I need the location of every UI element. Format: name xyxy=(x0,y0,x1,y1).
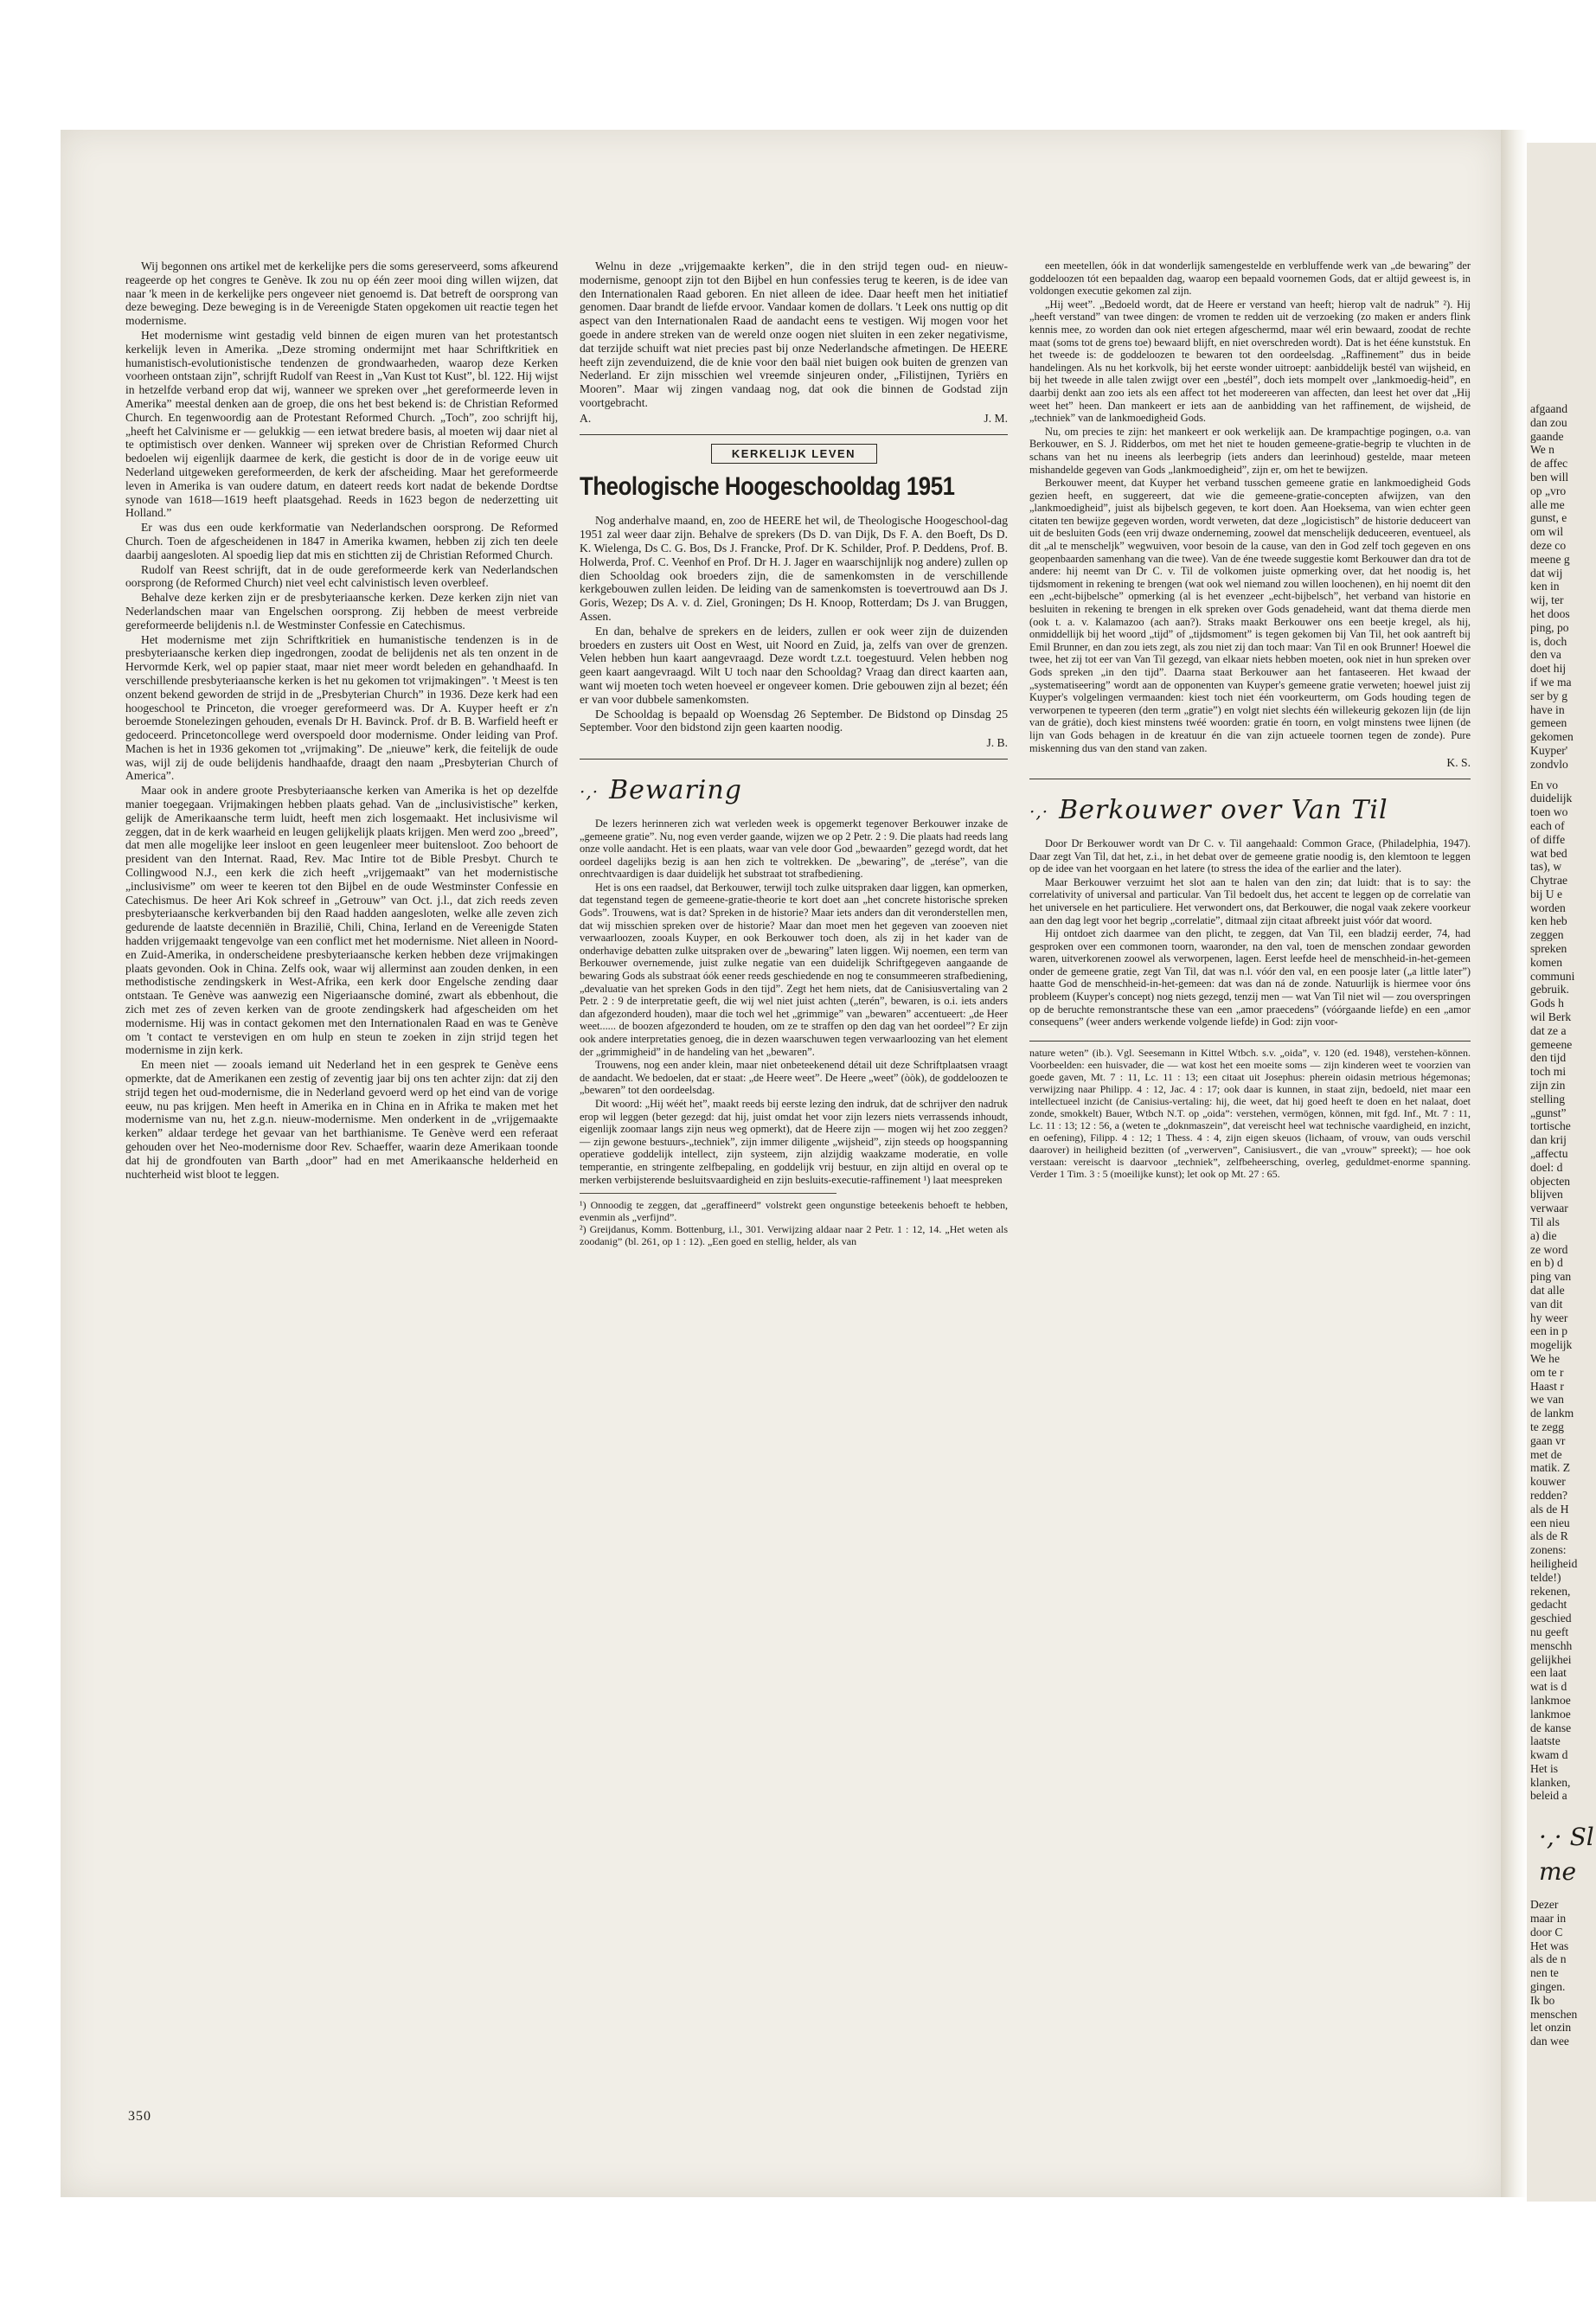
page-number: 350 xyxy=(128,2109,151,2124)
text-fragment: kouwer xyxy=(1530,1475,1566,1489)
footnote-2: ²) Greijdanus, Komm. Bottenburg, i.l., 301. Verwijzing aldaar naar 2 Petr. 1 : 12, 14. „Het weten als zoodanig” (bl. 261, op 1 : 12). „Een goed en stellig, helder, als van xyxy=(580,1223,1008,1248)
text-fragment: menschen xyxy=(1530,2007,1578,2021)
text-fragment: matik. Z xyxy=(1530,1461,1571,1475)
text-fragment: dat alle xyxy=(1530,1284,1565,1297)
text-fragment: wat bed xyxy=(1530,846,1567,860)
signature-line xyxy=(580,736,1008,750)
text-fragment: ze word xyxy=(1530,1242,1568,1256)
berkouwer-title: ·,· Berkouwer over Van Til xyxy=(1029,794,1388,825)
text-fragment: dat wij xyxy=(1530,566,1563,580)
text-fragment: ping van xyxy=(1530,1270,1572,1284)
article-body-bewaring xyxy=(580,817,1008,1186)
paragraph: Maar Berkouwer verzuimt het slot aan te halen van den zin; dat luidt: that is to say: the correlativity of universal and particular. Van Til bedoelt dus, het accent te leggen op de correlatie van het universele en het particuliere. Het verwondert ons, dat Berkouwer, die nogal vaak zekere voorkeur aan den dag legt voor het begrip „correlatie”, ditmaal zijn citaat afbreekt juist vóór dat woord. xyxy=(1029,875,1471,926)
text-fragment: menschh xyxy=(1530,1638,1573,1652)
paragraph: Wij begonnen ons artikel met de kerkelijke pers die soms gereserveerd, soms afkeurend reageerde op het congres te Genève. Ik zou nu op één zeer mooi ding willen wijzen, dat naar 'k meen in de kerkelijke pers ongeveer niet genoemd is. Dat betreft de oorsprong van deze beweging. Deze beweging is in de Vereenigde Staten opgekomen uit reactie tegen het modernisme. xyxy=(125,260,558,328)
text-fragment: redden? xyxy=(1530,1488,1568,1502)
text-fragment: als de H xyxy=(1530,1502,1569,1516)
text-fragment: een laat xyxy=(1530,1666,1567,1680)
paragraph: Hij ontdoet zich daarmee van den plicht, te zeggen, dat Van Til, een bladzij eerder, 74, had gesproken over een commonen toorn, waaronder, na den val, toen de menschen zondaar geworden waren, uitverkorenen zoowel als verworpenen, lagen. Eerst leefde heel de menschheid-in-het-gemeen onder de gemeene gratie, zegt Van Til, dat was n.l. vóór den val, en een poosje later („a little later”) haatte God de menschheid-in-het-gemeen: dat was dan ná de zonde. Natuurlijk is hiermee voor óns probleem (Kuyper's concept) nog niets gezegd, tenzij men — wat Van Til niet wil — zou overspringen op de beruchte remonstrantsche these van een „amor praecedens” (vóórgaande liefde) en een „amor consequens” (weer anders werkende volgende liefde) in God: zijn voor- xyxy=(1029,927,1471,1029)
text-fragment: Kuyper' xyxy=(1530,743,1568,757)
text-fragment: mogelijk xyxy=(1530,1338,1573,1352)
text-fragment: wat is d xyxy=(1530,1680,1567,1694)
text-fragment: if we ma xyxy=(1530,675,1572,689)
text-fragment: een in p xyxy=(1530,1324,1568,1338)
text-fragment: alle me xyxy=(1530,497,1565,511)
text-fragment: de lankm xyxy=(1530,1407,1574,1420)
signature-right: J. B. xyxy=(986,736,1008,750)
text-fragment: Chytrae xyxy=(1530,874,1568,888)
paragraph: En dan, behalve de sprekers en de leiders, zullen er ook weer zijn de duizenden broeders en zusters uit Oost en West, uit Noord en Zuid, ja, zelfs van over de grenzen. Velen hebben hun kaart aangevraagd. Deze wordt t.z.t. toegestuurd. Velen hebben nog geen kaart aangevraagd. Wilt U toch naar den Schooldag? Vraag dan direct kaarten aan, want wij moeten toch weten hoeveel er ongeveer komen. Drie gebouwen zijn al bezet; één er van voor dubbele samenkomsten. xyxy=(580,624,1008,706)
text-fragment: Dezer xyxy=(1530,1898,1559,1912)
text-fragment: door C xyxy=(1530,1925,1563,1939)
footnote-rule xyxy=(580,1193,836,1199)
adjacent-lines-top xyxy=(1530,402,1596,772)
column-2 xyxy=(580,260,1008,1247)
paragraph: De Schooldag is bepaald op Woensdag 26 September. De Bidstond op Dinsdag 25 September. Voor den bidstond zijn geen kaarten noodig. xyxy=(580,707,1008,734)
text-fragment: rekenen, xyxy=(1530,1584,1571,1598)
text-fragment: zeggen xyxy=(1530,928,1564,942)
signature-right: J. M. xyxy=(984,411,1008,425)
text-fragment: dat ze a xyxy=(1530,1023,1567,1037)
section-divider xyxy=(1029,1041,1471,1042)
column-1 xyxy=(125,260,558,1181)
text-fragment: als de n xyxy=(1530,1952,1567,1966)
text-fragment: a) die xyxy=(1530,1228,1557,1242)
text-fragment: heiligheid xyxy=(1530,1556,1578,1570)
text-fragment: ser by g xyxy=(1530,689,1568,702)
text-fragment: Gods h xyxy=(1530,997,1564,1010)
text-fragment: deze co xyxy=(1530,538,1567,552)
article-bewaring-continuation xyxy=(1029,260,1471,754)
adjacent-lines-mid xyxy=(1530,779,1596,1804)
article-headline: Theologische Hoogeschooldag 1951 xyxy=(580,472,955,502)
paragraph: Trouwens, nog een ander klein, maar niet onbeteekenend détail uit deze Schriftplaatsen vraagt de aandacht. We bedoelen, dat er staat: „de Heere weet”. De Heere „weet” (òòk), de goddeloozen te „bewaren” tot den oordeelsdag. xyxy=(580,1059,1008,1097)
text-fragment: blijven xyxy=(1530,1188,1563,1202)
page-gutter xyxy=(1501,130,1527,2197)
adjacent-page-strip xyxy=(1527,143,1596,2202)
article-body-berkouwer xyxy=(1029,837,1471,1029)
signature-left: A. xyxy=(580,411,592,425)
text-fragment: van dit xyxy=(1530,1297,1563,1311)
text-fragment: Ik bo xyxy=(1530,1993,1555,2007)
text-fragment: op „vro xyxy=(1530,484,1567,497)
section-label: KERKELIJK LEVEN xyxy=(711,444,877,465)
text-fragment: een nieu xyxy=(1530,1516,1570,1529)
text-fragment: toch mi xyxy=(1530,1065,1567,1079)
text-fragment: om te r xyxy=(1530,1365,1564,1379)
text-fragment: gelijkhei xyxy=(1530,1652,1572,1666)
text-fragment: lankmoe xyxy=(1530,1707,1571,1721)
paragraph: Behalve deze kerken zijn er de presbyteriaansche kerken. Deze kerken zijn niet van Nederlandschen maar van Engelschen oorsprong. Zij hebben de meest verbreide gereformeerde belijdenis n.l. de Westminster Confessie en Catechismus. xyxy=(125,591,558,631)
text-fragment: Het is xyxy=(1530,1761,1559,1775)
text-fragment: gedacht xyxy=(1530,1598,1567,1612)
text-fragment: En vo xyxy=(1530,778,1559,792)
paragraph: Rudolf van Reest schrijft, dat in de oude gereformeerde kerk van Nederlandschen oorsprong (de Reformed Church) niet veel echt calvinistisch leven overbleef. xyxy=(125,562,558,590)
text-fragment: communi xyxy=(1530,969,1575,983)
text-fragment: toen wo xyxy=(1530,805,1568,819)
text-fragment: om wil xyxy=(1530,525,1564,539)
text-fragment: gemeen xyxy=(1530,716,1567,730)
text-fragment: Het was xyxy=(1530,1939,1569,1952)
text-fragment: ping, po xyxy=(1530,620,1569,634)
text-fragment: den tijd xyxy=(1530,1051,1567,1065)
paragraph: Maar ook in andere groote Presbyteriaansche kerken van Amerika is het op dezelfde manier toegegaan. Vrijmakingen hebben plaats gehad. Van de „inclusivistische” kerken, gelijk de Amerikaansche term luidt, heeft men zich losgemaakt. Het inclusivisme wil zeggen, dat in de kerk waarheid en leugen gelijkelijk plaats krijgen. Men werd zoo „breed”, dat men alle mogelijke leer insloot en geen leugenleer meer buitensloot. Zoo behoort de president van den Internat. Raad, Rev. Mac Intire tot de Bible Presbyt. Church te Collingwood N.J., een kerk die zich heeft „vrijgemaakt” van het modernistische „inclusivisme” om weer te keeren tot den Bijbel en de oude Westminster Confessie en Catechismus. De heer Ari Kok schreef in „Getrouw” van Oct. j.l., dat zich reeds zeven presbyteriaansche kerkverbanden bij den Raad hadden aangesloten, welke alle zeven zich gedurende de laatste decenniën in Brazilië, Chili, China, Ierland en de Vereenigde Staten hadden vrijgemaakt tengevolge van een conflict met het modernisme. Niet alleen in Noord- en Zuid-Amerika, in onderscheidene presbyteriaansche kerken hebben deze vrijmakingen plaats gevonden. Ook in China. Zelfs ook, waar wij allerminst aan zouden denken, in een methodistische zendingskerk in West-Afrika, een kerk door Engelsche zending daar ontstaan. Te Genève was aanwezig een Nigeriaansche dominé, zwart als ebbenhout, die zich met zes of zeven kerken van de groote zendingskerk had afgescheiden om het modernisme. Hij was in contact gekomen met den Internationalen Raad en was te Genève om 't contact te verstevigen en om hulp en steun te zoeken in zijn strijd tegen het modernisme in zijn kerk. xyxy=(125,784,558,1057)
text-fragment: duidelijk xyxy=(1530,792,1573,805)
paragraph: Er was dus een oude kerkformatie van Nederlandschen oorsprong. De Reformed Church. Toen de afgescheidenen in 1847 in Amerika kwamen, hebben zij zich ten deele daarbij aangesloten. Al spoedig liep dat mis en stichtten zij de Christian Reformed Church. xyxy=(125,521,558,561)
text-fragment: het doos xyxy=(1530,606,1570,620)
text-fragment: met de xyxy=(1530,1447,1562,1461)
text-fragment: wil Berk xyxy=(1530,1010,1572,1024)
text-fragment: gekomen xyxy=(1530,730,1574,744)
text-fragment: objecten xyxy=(1530,1174,1571,1188)
text-fragment: bij U e xyxy=(1530,887,1562,901)
text-fragment: dan wee xyxy=(1530,2035,1569,2048)
bewaring-title: ·,· Bewaring xyxy=(580,774,742,805)
text-fragment: verwaar xyxy=(1530,1202,1568,1215)
text-fragment: Haast r xyxy=(1530,1379,1564,1393)
text-fragment: ben will xyxy=(1530,470,1569,484)
text-fragment: tortische xyxy=(1530,1119,1571,1133)
text-fragment: dan krij xyxy=(1530,1133,1567,1147)
adjacent-page-column xyxy=(1530,402,1596,2048)
text-fragment: We he xyxy=(1530,1351,1561,1365)
text-fragment: afgaand xyxy=(1530,402,1568,415)
paragraph: Door Dr Berkouwer wordt van Dr C. v. Til aangehaald: Common Grace, (Philadelphia, 1947). Daar zegt Van Til, dat het, z.i., in het debat over de gemeene gratie noodig is, den klemtoon te leggen op de idee van het voorgaan en het latere (to stress the idea of the earlier and the later). xyxy=(1029,836,1471,875)
adjacent-title: ·,· Sl me xyxy=(1539,1823,1594,1887)
text-fragment: hy weer xyxy=(1530,1311,1568,1324)
text-fragment: nu geeft xyxy=(1530,1625,1569,1638)
signature-right: K. S. xyxy=(1446,756,1471,770)
text-fragment: „affectu xyxy=(1530,1147,1568,1161)
paragraph: „Hij weet”. „Bedoeld wordt, dat de Heere er verstand van heeft; hierop valt de nadruk” ²). Hij „heeft verstand” van twee dingen: de vromen te redden uit de verzoeking (zo maken er anders flink kennis mee, zo worden dan ook niet ertegen afgeschermd, maar wél erin bewaard, zoodat de rechte maat (soms tot de grens toe) bewaard blijft, en niet overschreden wordt). Dat is het ééne kunststuk. En het tweede is: de goddeloozen te bewaren tot den oordeelsdag. „Raffinement” dus in beide handelingen. Als nu het korkvolk, bij het eerste wonder uitroept: aanbiddelijk bestél van wijsheid, en bij het tweede in alle talen zwijgt over een „bestél”, doch iets mompelt over „lankmoedig-heid”, en daarbij denkt aan zoo iets als een affect tot het modereeren van affecten, dan leest het over dat „Hij weet het” heen. Dan mankeert er iets aan de aanbidding van het raffinement, de wijsheid, de „techniek” van de lankmoedigheid Gods. xyxy=(1029,298,1471,425)
paragraph: De lezers herinneren zich wat verleden week is opgemerkt tegenover Berkouwer inzake de „gemeene gratie”. Nu, nog even verder gaande, wijzen we op 2 Petr. 2 : 9. Die plaats had reeds lang onze volle aandacht. Het is een plaats, waar van vele door God „bewaarden” gezegd wordt, dat het oordeel dagelijks bezig is aan hen zich te voltrekken. De „bewaring”, de „terése”, van die onrechtvaardigen is daar duidelijk het substraat tot strafbediening. xyxy=(580,817,1008,881)
text-fragment: Til als xyxy=(1530,1215,1560,1229)
text-fragment: ken in xyxy=(1530,580,1560,593)
text-fragment: gingen. xyxy=(1530,1980,1566,1994)
text-fragment: We n xyxy=(1530,443,1554,457)
section-divider xyxy=(580,434,1008,435)
text-fragment: each of xyxy=(1530,818,1565,832)
text-fragment: worden xyxy=(1530,901,1566,914)
text-fragment: gemeene xyxy=(1530,1037,1573,1051)
text-fragment: is, doch xyxy=(1530,634,1567,648)
text-fragment: doet hij xyxy=(1530,662,1567,676)
section-divider xyxy=(580,759,1008,760)
text-fragment: let onzin xyxy=(1530,2021,1572,2035)
adjacent-lines-bottom xyxy=(1530,1898,1596,2048)
text-fragment: lankmoe xyxy=(1530,1693,1571,1707)
paragraph: Nu, om precies te zijn: het mankeert er ook werkelijk aan. De krampachtige pogingen, o.a. van Berkouwer, en S. J. Ridderbos, om met het niet te houden gemeene-gratie-begrip te vluchten in de schans van het nu ineens als leerbegrip (iets anders dan leerinhoud) gestelde, maar meteen mishandelde gegeven van Gods „lankmoedigheid”, zijn er, om het te bewijzen. xyxy=(1029,425,1471,476)
text-fragment: den va xyxy=(1530,648,1561,662)
text-fragment: beleid a xyxy=(1530,1789,1567,1803)
text-fragment: de affec xyxy=(1530,457,1568,471)
text-fragment: te zegg xyxy=(1530,1420,1564,1433)
signature-line xyxy=(1029,756,1471,770)
paragraph: een meetellen, óók in dat wonderlijk samengestelde en verbluffende werk van „de bewaring” der goddeloozen tót een bepaalden dag, waarop een bepaald voornemen Gods, dat er altijd geweest is, in voldongen executie gekomen zal zijn. xyxy=(1029,260,1471,298)
text-fragment: stelling xyxy=(1530,1092,1566,1106)
text-fragment: zondvlo xyxy=(1530,757,1568,771)
text-fragment: gebruik. xyxy=(1530,983,1569,997)
text-fragment: maar in xyxy=(1530,1912,1567,1926)
asterism-icon: ·,· xyxy=(1029,800,1049,822)
text-fragment: wij, ter xyxy=(1530,593,1564,607)
article-body-schooldag xyxy=(580,514,1008,734)
paragraph: Berkouwer meent, dat Kuyper het verband tusschen gemeene gratie en lankmoedigheid Gods gezien heeft, en suggereert, dat wie die gemeene-gratie-concepten afwijzen, van den „lankmoedigheid”, juist als bijbelsch gegeven, te kort doen. Aan Hoeksema, van wien echter geen citaten ten bewijze gegeven worden, wordt verweten, dat deze „logicistisch” de historie deduceert van uit de besluiten Gods (een vrij dwaze onderneming, zoowel dat menschelijk deduceeren, eventueel, als dit „al te menscheljk” wegwuiven, voor besoin de la cause, van den in God zelf toch gegeven en ons geopenbaarden samenhang van die twee). Van de éne tweede suggestie komt Berkouwer dan dra tot de andere: hij neemt van Dr C. v. Til de volkomen juiste opmerking over, dat het noodig is, het tijdsmoment in rekening te brengen (wat ook wel niemand zou willen loochenen), en hij noemt dit den een „echt-bijbelsche” opmerking (al is het evenzeer „echt-bijbelsch”, het verband van historie en besluiten in rekening te brengen in elk spreken over Gods genadeheid, want dat thema dierde men (ook t. a. v. Kalamazoo (ach aan?). Straks maakt Berkouwer ons een beetje kregel, als hij, onmiddellijk bij het woord „tijd” of „tijdsmoment” is tegen gekomen bij Van Til, het ook aantreft bij Emil Brunner, en dan zou iets zegt, als zou niet zij dan toch maar: Van Til en ook Brunner! Hoewel die twee, het zij tot eer van Van Til gezegd, van elkaar niets hebben moeten, ook niet in hun spreken over Gods spreken „in den tijd”. Daarna staat Berkouwer aan het fantaseeren. Het kwaad der „systematiseering” wordt aan de opponenten van Kuyper's gemeene gratie verweten; hoewel juist zij Kuyper's volgelingen vermaanden: kiest toch niet één voorkeurterm, om Gods houding tegen de verworpenen te typeeren (den term „gratie”) en volgt niet slechts één willekeurig gekozen lijn (de lijn van de grátie), doch kiest minstens twéé woorden: gratie én toorn, en volgt minstens twee lijnen (de lijn van Gods behagen in de kreatuur én die van zijn actueele toornen tegen de zonde). Pure miskenning dus van den stand van zaken. xyxy=(1029,477,1471,754)
text-fragment: spreken xyxy=(1530,942,1567,956)
text-fragment: de kanse xyxy=(1530,1721,1572,1734)
text-fragment: doel: d xyxy=(1530,1160,1563,1174)
text-fragment: dan zou xyxy=(1530,415,1567,429)
text-fragment: of diffe xyxy=(1530,832,1566,846)
paragraph: Het modernisme wint gestadig veld binnen de eigen muren van het protestantsch kerkelijk leven in Amerika. „Deze stroming ondermijnt met haar Schriftkritiek en humanistisch-evolutionistische tendenzen de grondwaarheden, waarop deze Kerken voorheen ontstaan zijn”, schrijft Rudolf van Reest in „Van Kust tot Kust”, bl. 122. Hij wijst in hetzelfde verband erop dat wij, wanneer we spreken over „het gereformeerde leven in Amerika” meestal denken aan de groep, die ons het best bekend is: de Christian Reformed Church. En tegenwoordig aan de Protestant Reformed Church. „Toch”, zoo schrijft hij, „heeft het Calvinisme er — gelukkig — een ietwat bredere basis, al moeten wij daar niet al te optimistisch over denken. Wanneer wij spreken over de Christian Reformed Church bedoelen wij eigenlijk daarmee de kerk, die gesticht is door de in de vorige eeuw uit Nederland uitgeweken gereformeerden, de kerk der afscheiding. Maar het gereformeerde leven in Amerika is van oudere datum, en dateert reeds kort nadat de bekende Dordtse synode van 1618—1619 heeft plaatsgehad. Reeds in 1623 begon de nederzetting uit Holland.” xyxy=(125,328,558,520)
text-fragment: klanken, xyxy=(1530,1775,1571,1789)
paragraph: Dit woord: „Hij wéét het”, maakt reeds bij eerste lezing den indruk, dat de schrijver den nadruk erop wil leggen (beter gezegd: dat hij, juist omdat het voor zijn lezers niets verrassends inhoudt, eigenlijk zoomaar langs zijn neus weg opmerkt), dat de Heere zijn — mogen wij het zoo zeggen? — zijn gewone bestuurs-„techniek”, zijn immer diligente „wijsheid”, zijn steeds op hoogspanning operatieve goddelijk intellect, zijn systeem, zijn alzijdig waakzame moderatie, en volle temperantie, en stringente zelfbepaling, en goddelijk vrij bestuur, en zijn altijd en overal op te merken verbijsterende besluitsvaardigheid en zijn besluits-executie-raffinement ¹) laat meespreken xyxy=(580,1097,1008,1186)
text-fragment: zonens: xyxy=(1530,1543,1567,1557)
article-intro-paragraph: Welnu in deze „vrijgemaakte kerken”, die in den strijd tegen oud- en nieuw-modernisme, genoopt zijn tot den Bijbel en hun confessies terug te keeren, is de idee van den Internationalen Raad geboren. En niet alleen de idee. Daar heeft men het initiatief genomen. Daar brandt de liefde ervoor. Vandaar komen de dollars. 't Leek ons nuttig op dit aspect van den Internationalen Raad de aandacht eens te vestigen. Wij mogen voor het goede in andere streken van de wereld onze oogen niet sluiten in een zeker negativisme, dat terzijde schuift wat niet precies past bij onze Nederlandsche afmetingen. De HEERE heeft zijn zevenduizend, die de knie voor den baäl niet buigen ook buiten de grenzen van Nederland. Er zijn misschien wel vreemde sinjeuren onder, „Filistijnen, Tyriërs en Mooren”. Maar wij zingen vandaag nog, dat ook die binnen de Godstad zijn voortgebracht. xyxy=(580,260,1008,409)
text-fragment: we van xyxy=(1530,1393,1564,1407)
footnote-1: ¹) Onnoodig te zeggen, dat „geraffineerd” volstrekt geen ongunstige beteekenis behoeft te hebben, evenmin als „verfijnd”. xyxy=(580,1199,1008,1224)
paragraph: Het modernisme met zijn Schriftkritiek en humanistische tendenzen is in de presbyteriaansche kerken diep ingedrongen, zoodat de belijdenis net als ten onzent in de Hervormde Kerk, wel op papier staat, maar niet meer wordt beleden en gehandhaafd. In verschillende presbyteriaansche kerken is het nu gekomen tot vrijmakingen”. 't Meest is ten onzent bekend geworden de strijd in de „Presbyterian Church” in 1936. Deze kerk had een hoogeschool te Princeton, die vroeger gereformeerd was. Dr A. Kuyper heeft er z'n beroemde Stonelezingen gehouden, evenals Dr H. Bavinck. Prof. dr B. B. Warfield heeft er gedoceerd. Princetoncollege werd overspoeld door modernisme. Onder leiding van Prof. Machen is het in 1936 gekomen tot „vrijmaking”. De „nieuwe” kerk, die feitelijk de oude was, wijl zij de oude belijdenis handhaafde, draagt den naam „Presbyterian Church of America”. xyxy=(125,632,558,783)
signature-line xyxy=(580,412,1008,426)
text-fragment: ken heb xyxy=(1530,914,1567,928)
text-fragment: geschied xyxy=(1530,1612,1572,1625)
column-3 xyxy=(1029,260,1471,1180)
paragraph: En meen niet — zooals iemand uit Nederland het in een gesprek te Genève eens opmerkte, dat de Amerikanen een zestig of zeventig jaar bij ons ten achter zijn: dat zij den strijd tegen het oud-modernisme, die in Nederland gevoerd werd op het eind van de vorige eeuw, nu pas krijgen. Men heeft in Amerika en in China en in Afrika te maken met het modernisme van nu, het z.g.n. nieuw-modernisme. Men onderkent in de „vrijgemaakte kerken” aldaar terdege het gevaar van het barthianisme. Te Genève werd een referaat gehouden over het Neo-modernisme door Rev. Schaeffer, waarin deze Amerikaan toonde dat hij de grondfouten van Barth „door” had en met Amerikaansche helderheid en nuchterheid wist bloot te leggen. xyxy=(125,1058,558,1181)
text-fragment: nen te xyxy=(1530,1966,1559,1980)
text-fragment: en b) d xyxy=(1530,1256,1563,1270)
text-fragment: kwam d xyxy=(1530,1748,1568,1762)
text-fragment: als de R xyxy=(1530,1529,1568,1543)
article-geneve-continuation xyxy=(125,260,558,1181)
paragraph: Nog anderhalve maand, en, zoo de HEERE het wil, de Theologische Hoogeschool-dag 1951 zal weer daar zijn. Behalve de sprekers (Ds D. van Dijk, Ds F. A. den Boeft, Ds D. K. Wielenga, Ds C. G. Bos, Ds J. Francke, Prof. Dr K. Schilder, Prof. P. Deddens, Prof. B. Holwerda, Prof. C. Veenhof en Prof. Dr H. J. Jager en waarschijnlijk nog andere) zullen op dien Schooldag ook broeders zijn, die de samenkomsten in de verschillende kerkgebouwen zullen leiden. De leiding van de samenkomsten is toevertrouwd aan Ds J. Goris, Wezep; Ds A. v. d. Ziel, Groningen; Ds H. Knoop, Rotterdam; Ds J. van Bruggen, Assen. xyxy=(580,514,1008,623)
text-fragment: gunst, e xyxy=(1530,511,1567,525)
text-fragment: komen xyxy=(1530,955,1562,969)
text-fragment: have in xyxy=(1530,702,1565,716)
asterism-icon: ·,· xyxy=(580,780,599,802)
footnote-continuation: nature weten” (ib.). Vgl. Seesemann in Kittel Wtbch. s.v. „oida”, v. 120 (ed. 1948), verstehen-können. Voorbeelden: een huisvader, die — wat kost het een moeite soms — zijn kinderen weet te voorzien van goede gaven, Mt. 7 : 11, Lc. 11 : 13; een citaat uit Josephus: pherein oidasin metrious hégemonas; verwijzing naar Philipp. 4 : 12, Jac. 4 : 17; ook daar is kunnen, in staat zijn, bedoeld, niet maar een intellectueel inzicht (de Canisius-vertaling: hij, die weet, dat hij goed heeft te doen en het nalaat, doet zonde, smokkelt) Bauer, Wtbch N.T. op „oida”: verstehen, vermögen, können, mit fgd. Inf., Mt. 7 : 11, Lc. 11 : 13; 12 : 56, a (weten te „doknmaszein”, dat vereischt heel wat technische vaardigheid, en inzicht, en oefening), Filipp. 4 : 12; 1 Thess. 4 : 4, zijn eigen skeuos (lichaam, of vrouw, van ouds verschil daarover) in heiligheid bezitten (of „verwerven”, Canisiusvert., die van „vrouw” spreekt); — hoe ook verstaan: vereischt is daarvoor „techniek”, zelfbeheersching, overleg, geduldmet-enorme spanning. Verder 1 Tim. 3 : 5 (moeilijke kunst); let ook op Mt. 27 : 65. xyxy=(1029,1046,1471,1180)
text-fragment: gaan vr xyxy=(1530,1433,1566,1447)
text-fragment: „gunst” xyxy=(1530,1106,1567,1119)
text-fragment: telde!) xyxy=(1530,1570,1561,1584)
text-fragment: tas), w xyxy=(1530,860,1562,874)
text-fragment: gaande xyxy=(1530,429,1564,443)
text-fragment: laatste xyxy=(1530,1734,1561,1748)
text-fragment: meene g xyxy=(1530,552,1570,566)
paragraph: Het is ons een raadsel, dat Berkouwer, terwijl toch zulke uitspraken daar liggen, kan opmerken, dat tegenstand tegen de gemeene-gratie-theorie te kort doet aan „het concrete historische spreken Gods”. Trouwens, wat is dat? Spreken in de historie? Maar iets anders dan dit veronderstellen men, dat wij misschien spreken over de historie? Maar dan moet men het gegeven van zooeven niet verwaarloozen, zooals Kuyper, en ook Berkouwer toch doen, als zij in het kader van de onderhavige debatten zulke uitspraken over de „bewaring” laten liggen. Wij noemen, een term van Berkouwer overnemende, juist zulke negatie van een duidelijk Schriftgegeven aangaande de bewaring Gods als substraat óók eener reeds geschiedende en nog te consummeeren strafbediening, „devaluatie van het spreken Gods in den tijd”. Zegt het hem niets, dat de Canisiusvertaling van 2 Petr. 2 : 9 de interpretatie geeft, die wij wel niet juist achten („terén”, bewaren, is o.i. iets anders dan afgezonderd houden), maar die toch wel het „grimmige” van „bewaren” accentueert: „de Heer weet...... de boozen afgezonderd te houden, om ze te straffen op den dag van het oordeel”? Er zijn ook andere interpretaties genoeg, die in dezen waarschuwen tegen verwaarloozing van het element der „grimmigheid” in de handeling van het „bewaren”. xyxy=(580,881,1008,1058)
text-fragment: zijn zin xyxy=(1530,1079,1566,1093)
